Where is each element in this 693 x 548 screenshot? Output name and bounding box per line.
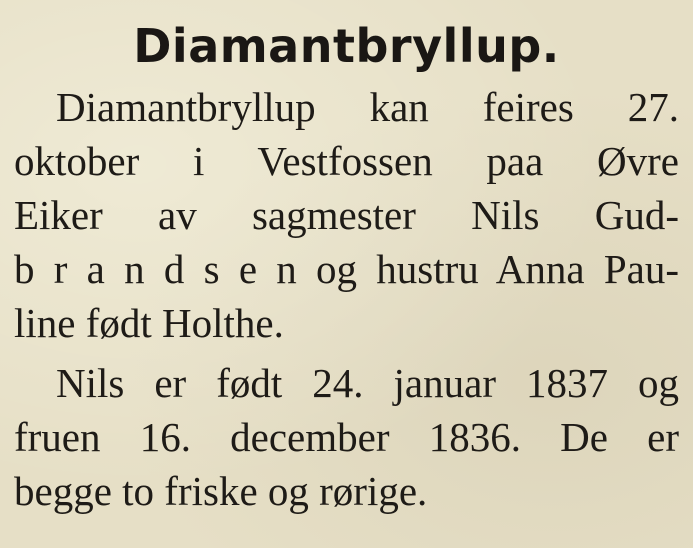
text-line: Eiker av sagmester Nils Gud- [14, 192, 679, 238]
text-line: begge to friske og rørige. [14, 468, 428, 514]
paragraph-2 [14, 356, 679, 518]
text-line: fruen 16. december 1836. De er [14, 414, 679, 460]
headline: Diamantbryllup. [133, 19, 560, 73]
text-line: Nils er født 24. januar 1837 og [56, 360, 679, 406]
text-line: line født Holthe. [14, 300, 284, 346]
text-line: Diamantbryllup kan feires 27. [56, 84, 679, 130]
text-line: b r a n d s e n og hustru Anna Pau- [14, 246, 679, 292]
text-line: oktober i Vestfossen paa Øvre [14, 138, 679, 184]
paragraph-1 [14, 80, 679, 350]
